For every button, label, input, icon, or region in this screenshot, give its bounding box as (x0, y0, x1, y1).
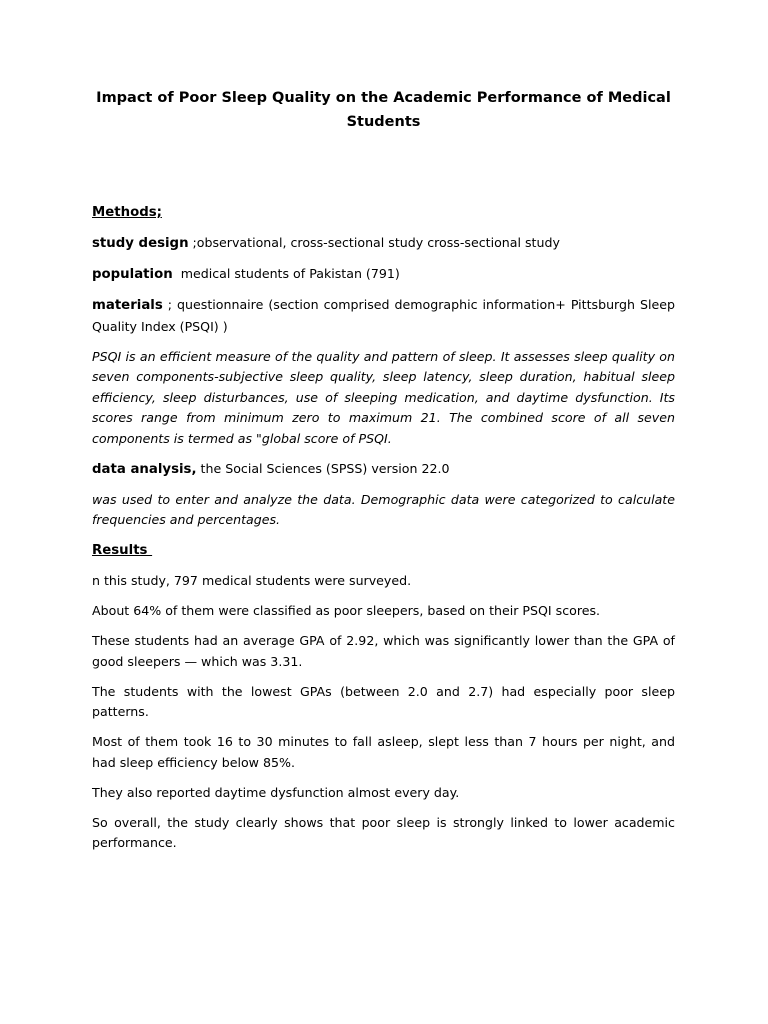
psqi-description: PSQI is an efficient measure of the quality and pattern of sleep. It assesses sleep quality on seven components-subjective sleep quality, sleep latency, sleep duration, habitual sleep efficiency, sleep disturbances, use of sleeping medication, and daytime dysfunction. Its scores range from minimum zero to maximum 21. The combined score of all seven components is termed as "global score of PSQI. (92, 348, 675, 446)
results-paragraph-3: These students had an average GPA of 2.92, which was significantly lower than the GPA of good sleepers — which was 3.31. (92, 633, 675, 669)
data-analysis-label: data analysis, (92, 461, 197, 477)
results-paragraph-7: So overall, the study clearly shows that poor sleep is strongly linked to lower academic performance. (92, 814, 675, 850)
study-design-text: ;observational, cross-sectional study cross-sectional study (188, 235, 560, 250)
results-paragraph-2: About 64% of them were classified as poor sleepers, based on their PSQI scores. (92, 603, 601, 618)
data-analysis-text: the Social Sciences (SPSS) version 22.0 (196, 460, 450, 476)
results-heading: Results (92, 543, 153, 558)
document-title: Impact of Poor Sleep Quality on the Academic Performance of Medical Students (96, 90, 671, 130)
materials-text: ; questionnaire (section comprised demographic information+ Pittsburgh Sleep Quality Index (PSQI) ) (92, 297, 675, 334)
results-paragraph-6: They also reported daytime dysfunction almost every day. (92, 784, 460, 800)
results-paragraph-4: The students with the lowest GPAs (between 2.0 and 2.7) had especially poor sleep patterns. (92, 683, 675, 719)
study-design-line (92, 233, 675, 255)
population-label: population (92, 267, 173, 282)
methods-heading-line (92, 202, 675, 224)
materials-label: materials (92, 298, 163, 313)
materials-line (92, 295, 675, 337)
methods-heading: Methods; (92, 205, 162, 220)
results-paragraph-5: Most of them took 16 to 30 minutes to fall asleep, slept less than 7 hours per night, and had sleep efficiency below 85%. (92, 734, 675, 770)
results-paragraph-1: n this study, 797 medical students were surveyed. (92, 573, 412, 588)
population-line (92, 264, 675, 286)
data-analysis-note: was used to enter and analyze the data. Demographic data were categorized to calculate frequencies and percentages. (92, 491, 675, 527)
study-design-label: study design (92, 236, 189, 251)
data-analysis-line (92, 459, 675, 481)
document-body (92, 202, 675, 863)
population-text: medical students of Pakistan (791) (172, 266, 400, 281)
results-heading-line (92, 540, 675, 562)
